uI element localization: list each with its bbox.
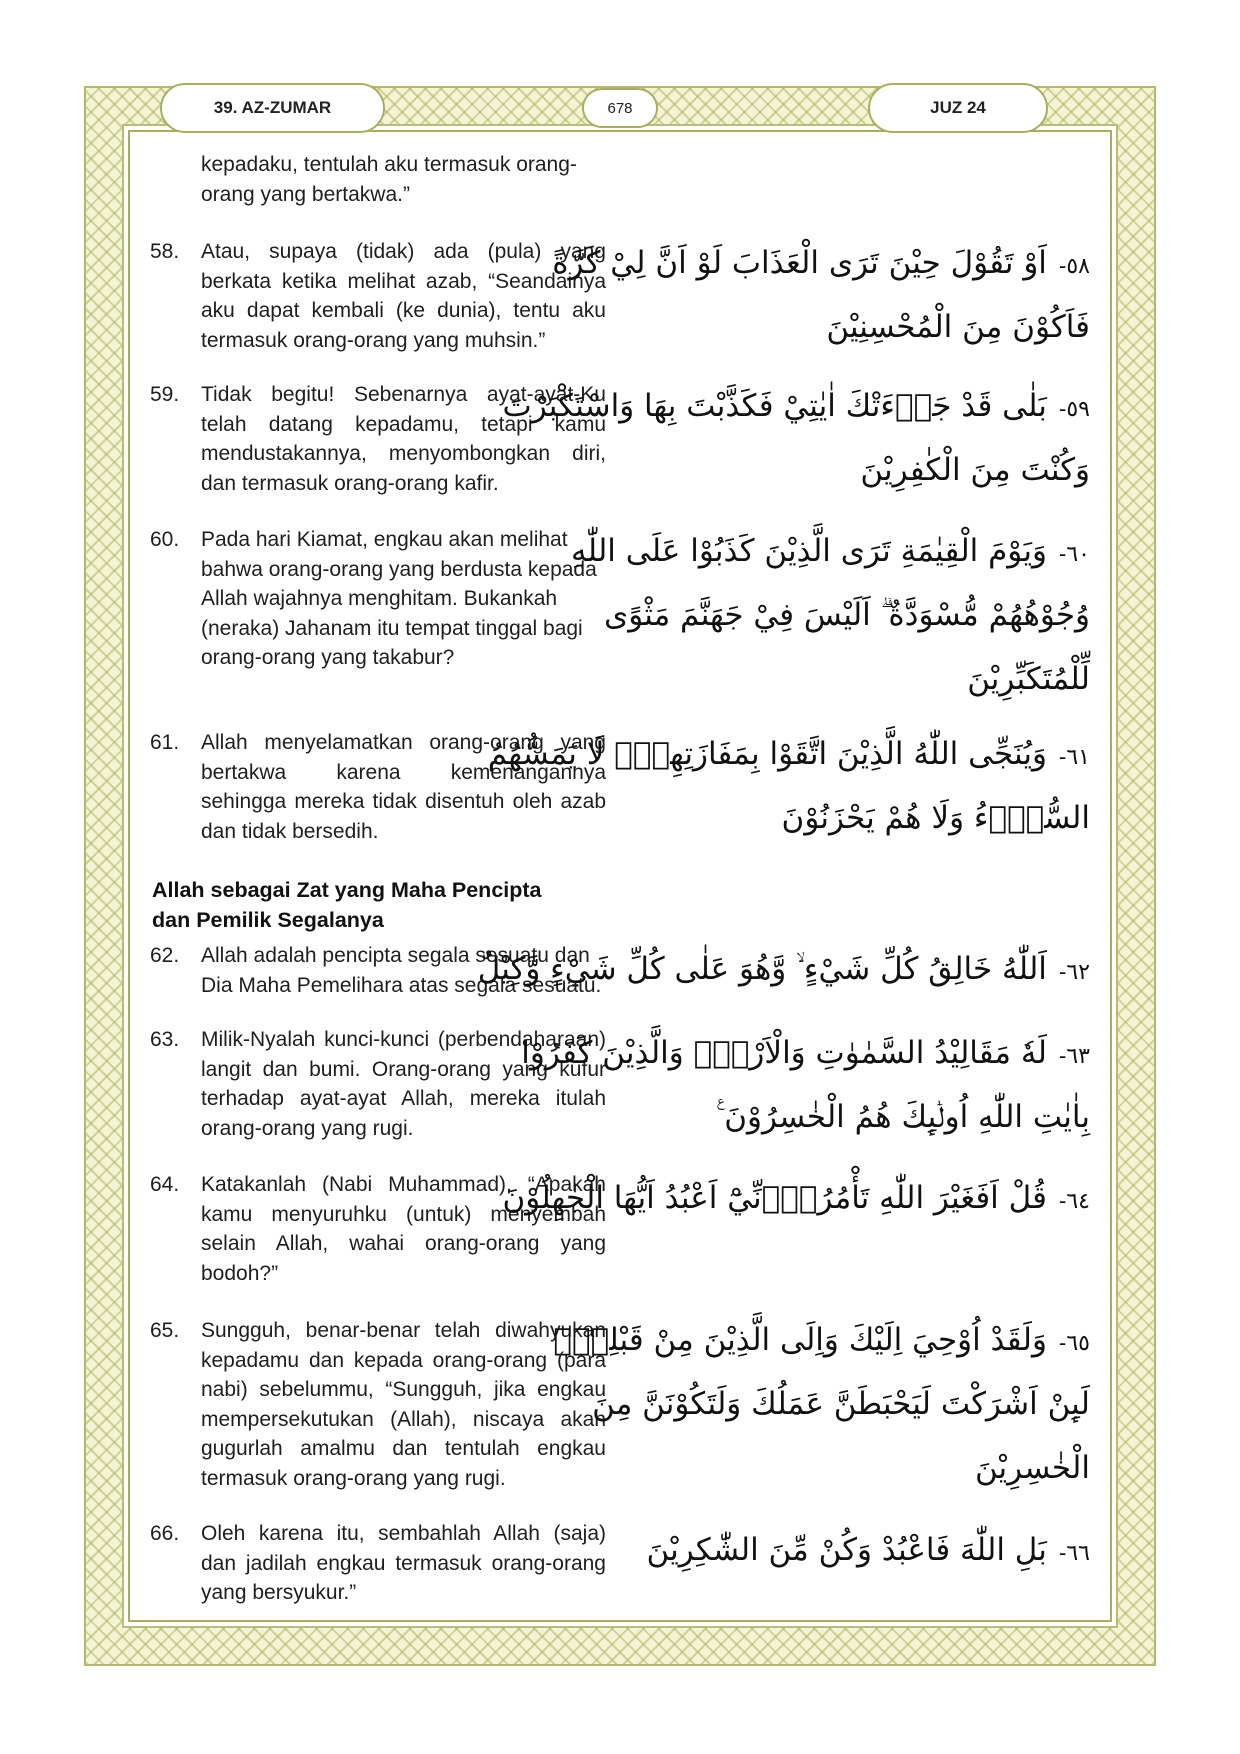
verse-arabic-65 — [553, 1308, 1090, 1500]
arabic-verse-number: ٦٣- — [1058, 1044, 1090, 1069]
verse-number: 59. — [150, 383, 180, 406]
verse-text: Oleh karena itu, sembahlah Allah (saja) dan jadilah engkau termasuk orang-orang yang bersyukur.” — [201, 1522, 606, 1604]
verse-number: 58. — [150, 240, 180, 263]
section-heading — [152, 875, 592, 935]
verse-arabic-66 — [628, 1518, 1090, 1582]
arabic-line: وَكُنْتَ مِنَ الْكٰفِرِيْنَ — [860, 452, 1090, 488]
verse-number: 65. — [150, 1319, 180, 1342]
section-heading-line: Allah sebagai Zat yang Maha Pencipta — [152, 878, 542, 902]
verse-text: Milik-Nyalah kunci-kunci (perbendaharaan) langit dan bumi. Orang-orang yang kufur terhadap ayat-ayat Allah, mereka itulah orang-orang yang rugi. — [201, 1028, 606, 1140]
arabic-line: قُلْ اَفَغَيْرَ اللّٰهِ تَأْمُرُوْۤنِّيْٓ اَعْبُدُ اَيُّهَا الْجٰهِلُوْنَ — [502, 1180, 1047, 1216]
arabic-line: الْخٰسِرِيْنَ — [974, 1450, 1090, 1486]
verse-number: 66. — [150, 1522, 180, 1545]
verse-text: Allah adalah pencipta segala sesuatu dan Dia Maha Pemelihara atas segala sesuatu. — [201, 944, 602, 997]
arabic-line: لَهٗ مَقَالِيْدُ السَّمٰوٰتِ وَالْاَرْضِۗ وَالَّذِيْنَ كَفَرُوْا — [521, 1035, 1047, 1071]
arabic-line: بَلٰى قَدْ جَاۤءَتْكَ اٰيٰتِيْ فَكَذَّبْتَ بِهَا وَاسْتَكْبَرْتَ — [502, 388, 1047, 424]
verse-text: Pada hari Kiamat, engkau akan melihat bahwa orang-orang yang berdusta kepada Allah wajahnya menghitam. Bukankah (neraka) Jahanam itu tempat tinggal bagi orang-orang yang takabur? — [201, 528, 597, 669]
verse-number: 60. — [150, 528, 180, 551]
arabic-line: السُّوْۤءُ وَلَا هُمْ يَحْزَنُوْنَ — [781, 800, 1090, 836]
arabic-line: وَيَوْمَ الْقِيٰمَةِ تَرَى الَّذِيْنَ كَذَبُوْا عَلَى اللّٰهِ — [570, 533, 1047, 569]
verse-text: Katakanlah (Nabi Muhammad), “Apakah kamu menyuruhku (untuk) menyembah selain Allah, wahai orang-orang yang bodoh?” — [201, 1173, 606, 1285]
arabic-line: وَلَقَدْ اُوْحِيَ اِلَيْكَ وَاِلَى الَّذِيْنَ مِنْ قَبْلِكَۚ — [553, 1322, 1047, 1358]
arabic-verse-number: ٦١- — [1058, 745, 1090, 770]
verse-number: 62. — [150, 944, 180, 967]
verse-number: 63. — [150, 1028, 180, 1051]
arabic-line: بَلِ اللّٰهَ فَاعْبُدْ وَكُنْ مِّنَ الشّٰكِرِيْنَ — [646, 1532, 1047, 1568]
verse-arabic-60 — [570, 519, 1090, 711]
verse-translation-66 — [150, 1519, 606, 1608]
arabic-line: اَوْ تَقُوْلَ حِيْنَ تَرَى الْعَذَابَ لَوْ اَنَّ لِيْ كَرَّةً — [552, 245, 1047, 281]
verse-number: 61. — [150, 731, 180, 754]
intro-text: kepadaku, tentulah aku termasuk orang-orang yang bertakwa.” — [201, 153, 577, 206]
arabic-line: فَاَكُوْنَ مِنَ الْمُحْسِنِيْنَ — [826, 309, 1090, 345]
verse-translation-65 — [150, 1316, 606, 1493]
arabic-verse-number: ٥٨- — [1058, 254, 1090, 279]
verse-number: 64. — [150, 1173, 180, 1196]
verse-arabic-59 — [502, 374, 1090, 502]
verse-arabic-61 — [487, 722, 1090, 850]
verse-translation-60 — [150, 525, 606, 673]
arabic-line: وَيُنَجِّى اللّٰهُ الَّذِيْنَ اتَّقَوْا بِمَفَازَتِهِمْۖ لَا يَمَسُّهُمُ — [487, 736, 1047, 772]
arabic-verse-number: ٦٦- — [1058, 1541, 1090, 1566]
arabic-verse-number: ٦٠- — [1058, 542, 1090, 567]
verse-text: Tidak begitu! Sebenarnya ayat-ayat-Ku telah datang kepadamu, tetapi kamu mendustakannya, menyombongkan diri, dan termasuk orang-orang kafir. — [201, 383, 606, 495]
verse-arabic-58 — [552, 231, 1090, 359]
arabic-verse-number: ٥٩- — [1058, 397, 1090, 422]
arabic-verse-number: ٦٥- — [1058, 1331, 1090, 1356]
verse-text: Allah menyelamatkan orang-orang yang bertakwa karena kemenangannya sehingga mereka tidak disentuh oleh azab dan tidak bersedih. — [201, 731, 606, 843]
verse-text: Sungguh, benar-benar telah diwahyukan kepadamu dan kepada orang-orang (para nabi) sebelummu, “Sungguh, jika engkau mempersekutukan (Allah), niscaya akan gugurlah amalmu dan tentulah engkau termasuk orang-orang yang rugi. — [201, 1319, 606, 1490]
arabic-line: لَىِٕنْ اَشْرَكْتَ لَيَحْبَطَنَّ عَمَلُكَ وَلَتَكُوْنَنَّ مِنَ — [592, 1386, 1090, 1422]
verse-text: Atau, supaya (tidak) ada (pula) yang berkata ketika melihat azab, “Seandainya aku dapat kembali (ke dunia), tentu aku termasuk orang-orang yang muhsin.” — [201, 240, 606, 352]
verse-arabic-62 — [477, 937, 1090, 1001]
arabic-verse-number: ٦٤- — [1058, 1189, 1090, 1214]
section-heading-line: dan Pemilik Segalanya — [152, 908, 384, 932]
verse-translation-58 — [150, 237, 606, 355]
verse-arabic-64 — [502, 1166, 1090, 1230]
arabic-line: لِّلْمُتَكَبِّرِيْنَ — [967, 661, 1090, 697]
intro-translation — [150, 150, 606, 209]
surah-title-label: 39. AZ-ZUMAR — [160, 83, 385, 133]
arabic-verse-number: ٦٢- — [1058, 960, 1090, 985]
arabic-line: بِاٰيٰتِ اللّٰهِ اُولٰۤىِٕكَ هُمُ الْخٰسِرُوْنَ ࣖ — [716, 1099, 1090, 1135]
arabic-line: وُجُوْهُهُمْ مُّسْوَدَّةٌ ۗ اَلَيْسَ فِيْ جَهَنَّمَ مَثْوًى — [603, 597, 1090, 633]
arabic-line: اَللّٰهُ خَالِقُ كُلِّ شَيْءٍ ۙ وَّهُوَ عَلٰى كُلِّ شَيْءٍ وَّكِيْلٌ — [477, 951, 1047, 987]
juz-label: JUZ 24 — [868, 83, 1048, 133]
verse-arabic-63 — [521, 1021, 1090, 1149]
page-number: 678 — [582, 88, 658, 128]
